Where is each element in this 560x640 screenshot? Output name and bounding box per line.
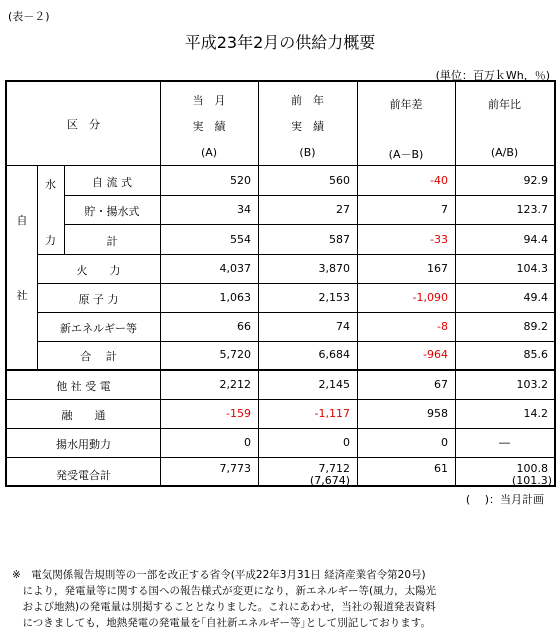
cell-a: 34 (237, 203, 251, 216)
cell-ratio: 100.8 (516, 462, 548, 475)
header-a-line2: 実 績 (192, 120, 226, 133)
cell-b-plan: (7,674) (309, 474, 350, 487)
cell-ratio: 104.3 (516, 262, 548, 275)
cell-diff: -964 (423, 348, 448, 361)
row-label-suiryoku-kei: 計 (106, 235, 118, 248)
header-a-line3: (A) (200, 146, 218, 159)
row-label-tasha: 他 社 受 電 (56, 380, 111, 393)
cell-b: 3,870 (318, 262, 350, 275)
header-b-line1: 前 年 (291, 94, 324, 107)
footnote-line: および地熱)の発電量は別掲することとなりました。これにあわせ，当社の報道発表資料 (12, 601, 436, 613)
row-label-yuzu: 融 通 (61, 409, 106, 422)
page-title: 平成23年2月の供給力概要 (184, 33, 376, 52)
cell-a: 2,212 (219, 378, 251, 391)
cell-diff: 0 (441, 436, 448, 449)
row-label-shin-energy: 新エネルギー等 (60, 322, 137, 335)
cell-a: 520 (230, 174, 251, 187)
cell-ratio: 85.6 (523, 348, 548, 361)
cell-b: 2,153 (318, 291, 350, 304)
cell-b: 560 (329, 174, 350, 187)
side-label-sha: 社 (16, 289, 28, 302)
unit-label: (単位：百万ｋWh，％) (435, 69, 550, 82)
footnote (12, 567, 552, 631)
row-label-hatsujuden: 発受電合計 (56, 469, 111, 482)
row-label-jiryu: 自 流 式 (92, 176, 132, 189)
header-diff-line2: (A－B) (388, 148, 424, 161)
cell-ratio: ― (499, 436, 510, 449)
cell-a: -159 (226, 407, 251, 420)
cell-b: 6,684 (318, 348, 350, 361)
row-label-gokei: 合 計 (80, 350, 117, 363)
cell-ratio: 92.9 (523, 174, 548, 187)
cell-a: 4,037 (219, 262, 251, 275)
cell-diff: 7 (441, 203, 448, 216)
cell-diff: 167 (427, 262, 448, 275)
supply-table (5, 80, 556, 487)
cell-a: 66 (237, 320, 251, 333)
footnote-line: ※ 電気関係報告規則等の一部を改正する省令(平成22年3月31日 経済産業省令第20号) (12, 569, 426, 581)
cell-b: 587 (329, 233, 350, 246)
side-label-ji: 自 (16, 214, 28, 227)
header-diff-line1: 前年差 (389, 98, 423, 111)
row-label-yosui: 揚水用動力 (56, 438, 111, 451)
cell-ratio: 123.7 (516, 203, 548, 216)
cell-ratio: 89.2 (523, 320, 548, 333)
legend-note: ( )：当月計画 (465, 493, 544, 506)
row-label-karyoku: 火 力 (76, 264, 121, 277)
cell-a: 0 (244, 436, 251, 449)
cell-b: 0 (343, 436, 350, 449)
side-label-ryoku: 力 (45, 234, 56, 247)
cell-diff: -1,090 (412, 291, 448, 304)
cell-ratio: 103.2 (516, 378, 548, 391)
row-label-genshiryoku: 原 子 力 (78, 293, 119, 306)
cell-diff: 67 (434, 378, 448, 391)
cell-ratio: 94.4 (523, 233, 548, 246)
cell-a: 7,773 (219, 462, 251, 475)
header-ratio-line1: 前年比 (488, 98, 521, 111)
cell-diff: -8 (437, 320, 448, 333)
cell-diff: -40 (430, 174, 448, 187)
header-ratio-line2: (A/B) (490, 146, 519, 159)
cell-ratio: 49.4 (523, 291, 548, 304)
cell-b: 74 (336, 320, 350, 333)
footnote-line: につきましても，地熱発電の発電量を｢自社新エネルギー等｣として別記しております。 (12, 617, 431, 629)
cell-b: 27 (336, 203, 350, 216)
cell-a: 5,720 (219, 348, 251, 361)
cell-b: -1,117 (314, 407, 350, 420)
header-a-line1: 当 月 (192, 94, 226, 107)
cell-diff: -33 (430, 233, 448, 246)
footnote-line: により，発電量等に関する国への報告様式が変更になり，新エネルギー等(風力，太陽光 (12, 585, 437, 597)
header-b-line3: (B) (299, 146, 316, 159)
cell-ratio: 14.2 (523, 407, 548, 420)
cell-a: 554 (230, 233, 251, 246)
header-b-line2: 実 績 (291, 120, 324, 133)
side-label-sui: 水 (45, 178, 56, 191)
cell-diff: 958 (427, 407, 448, 420)
cell-b: 7,712 (318, 462, 350, 475)
cell-a: 1,063 (219, 291, 251, 304)
cell-b: 2,145 (318, 378, 350, 391)
cell-ratio-plan: (101.3) (511, 474, 552, 487)
cell-diff: 61 (434, 462, 448, 475)
table-caption: (表－２) (8, 10, 50, 23)
row-label-choyosui: 貯・揚水式 (84, 205, 140, 218)
header-category: 区 分 (67, 118, 100, 131)
